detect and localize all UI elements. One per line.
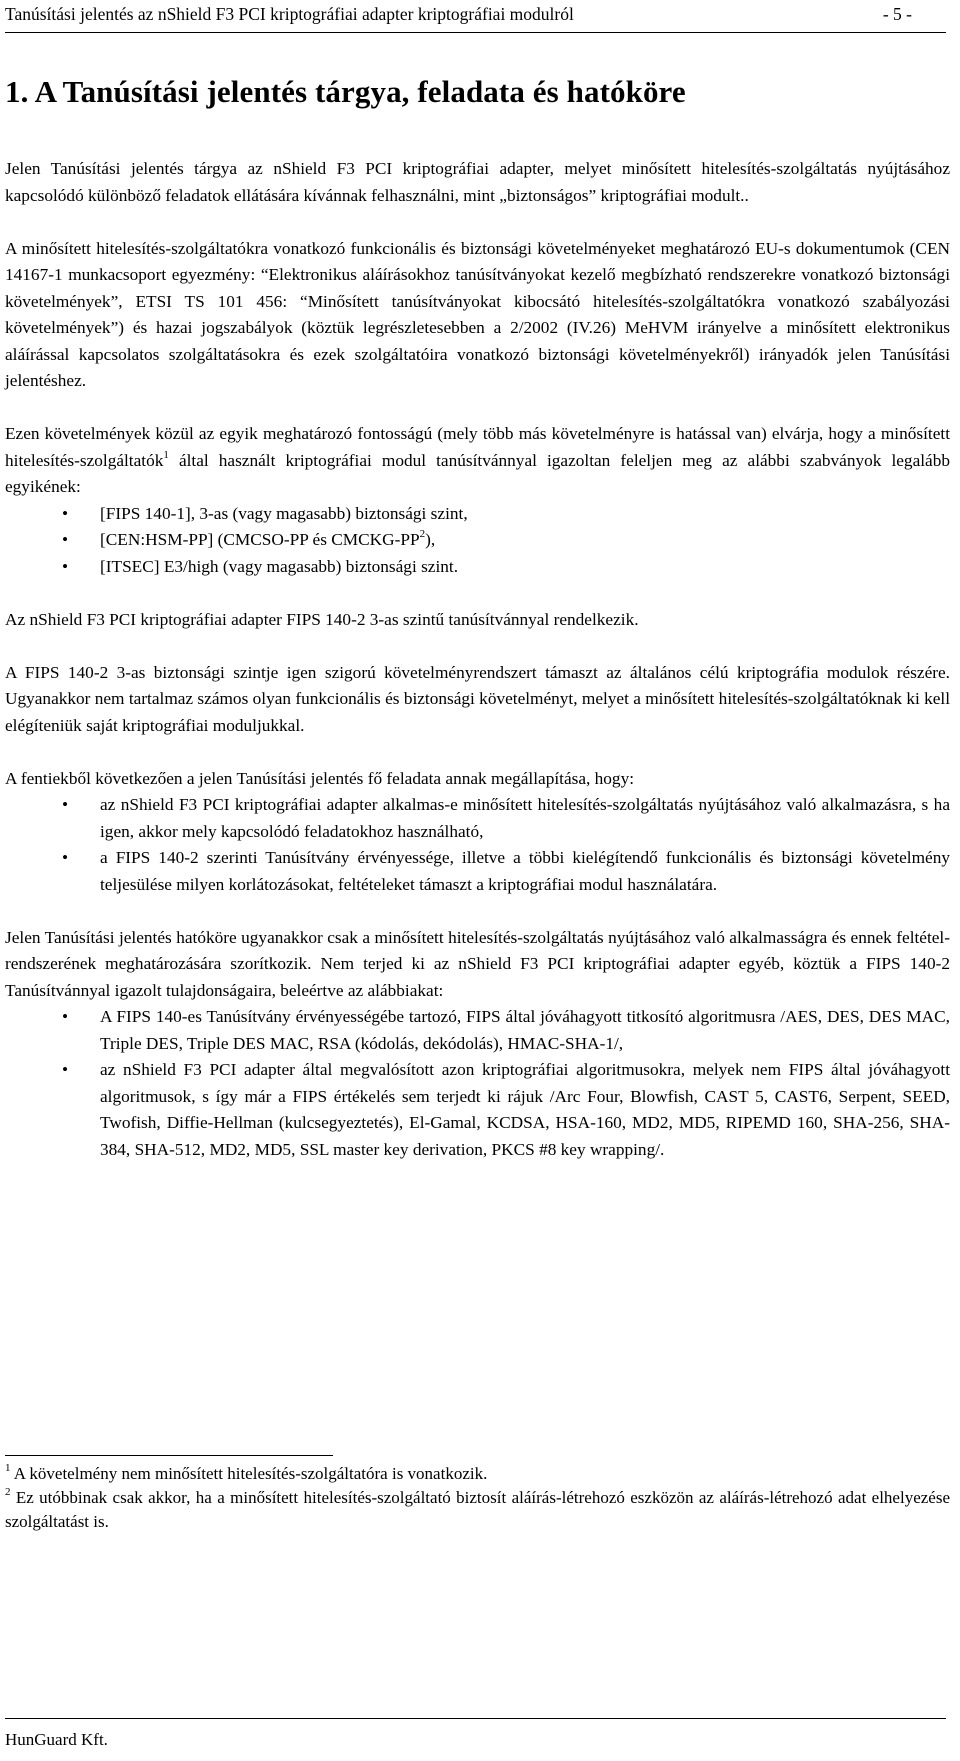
document-body (5, 156, 950, 1190)
footnote-number: 1 (5, 1462, 11, 1475)
bullet-icon: • (62, 556, 69, 576)
footnote-1 (5, 1462, 950, 1486)
footnote-text: Ez utóbbinak csak akkor, ha a minősített hitelesítés-szolgáltató biztosít aláírás-létrehozó eszközön az aláírás-létrehozó adat elhelyezése szolgáltatást is. (5, 1488, 950, 1531)
list-item-text: a FIPS 140-2 szerinti Tanúsítvány érvényessége, illetve a többi kielégítendő funkcionális és biztonsági követelmény teljesülése milyen korlátozásokat, feltételeket támaszt a kriptográfiai modul használatára. (100, 848, 950, 894)
list-item-text: az nShield F3 PCI adapter által megvalósított azon kriptográfiai algoritmusokra, melyek nem FIPS által jóváhagyott algoritmusok, s így már a FIPS értékelés sem terjedt ki rájuk /Arc Four, Blowfish, CAST 5, CAST6, Serpent, SEED, Twofish, Diffie-Hellman (kulcsegyeztetés), El-Gamal, KCDSA, HSA-160, MD2, MD5, RIPEMD 160, SHA-256, SHA-384, SHA-512, MD2, MD5, SSL master key derivation, PKCS #8 key wrapping/. (100, 1060, 950, 1159)
bullet-icon: • (62, 1007, 69, 1026)
paragraph-task: A fentiekből következően a jelen Tanúsítási jelentés fő feladata annak megállapítása, hogy: (5, 768, 635, 788)
bullet-icon: • (62, 530, 69, 549)
footnote-ref-2: 2 (419, 528, 426, 541)
running-header (5, 0, 946, 33)
paragraph-scope: Jelen Tanúsítási jelentés hatóköre ugyanakkor csak a minősített hitelesítés-szolgáltatás nyújtásához való alkalmasságra és ennek feltétel-rendszerének meghatározására szorítkozik. Nem terjed ki az nShield F3 PCI kriptográfiai adapter egyéb, köztük a FIPS 140-2 Tanúsítvánnyal igazolt tulajdonságaira, beleértve az alábbiakat: (5, 927, 950, 1000)
list-item-text: [FIPS 140-1], 3-as (vagy magasabb) biztonsági szint, (100, 503, 468, 523)
list-item (5, 845, 950, 898)
footnote-2 (5, 1486, 950, 1534)
bullet-icon: • (62, 848, 69, 867)
list-item-text: az nShield F3 PCI kriptográfiai adapter alkalmas-e minősített hitelesítés-szolgáltatás nyújtásához való alkalmazásra, s ha igen, akkor mely kapcsolódó feladatokhoz használható, (100, 795, 950, 841)
bullet-icon: • (62, 1060, 69, 1079)
list-item (5, 501, 950, 528)
standards-list (5, 501, 950, 581)
list-item (5, 1057, 950, 1163)
list-item (5, 792, 950, 845)
paragraph-standards-text: Ezen követelmények közül az egyik meghatározó fontosságú (mely több más követelményre is hatással van) elvárja, hogy a minősített hitelesítés-szolgáltatók (5, 424, 950, 470)
list-item (5, 527, 950, 554)
list-item-text-end: ), (425, 530, 436, 549)
list-item-text: [CEN:HSM-PP] (CMCSO-PP és CMCKG-PP (100, 530, 420, 549)
task-list (5, 792, 950, 898)
section-heading: 1. A Tanúsítási jelentés tárgya, feladata és hatóköre (5, 74, 686, 109)
bullet-icon: • (62, 795, 69, 814)
footer-company: HunGuard Kft. (5, 1730, 108, 1749)
paragraph-certificate: Az nShield F3 PCI kriptográfiai adapter FIPS 140-2 3-as szintű tanúsítvánnyal rendelkezik. (5, 609, 639, 629)
paragraph-requirements: A minősített hitelesítés-szolgáltatókra vonatkozó funkcionális és biztonsági követelményeket meghatározó EU-s dokumentumok (CEN 14167-1 munkacsoport egyezmény: “Elektronikus aláírásokhoz tanúsítványokat kezelő megbízható rendszerekre vonatkozó biztonsági követelmények”, ETSI TS 101 456: “Minősített tanúsítványokat kibocsátó hitelesítés-szolgáltatókra vonatkozó szabályozási követelmények”) és hazai jogszabályok (köztük legrészletesebben a 2/2002 (IV.26) MeHVM irányelve a minősített elektronikus aláírással kapcsolatos szolgáltatásokra és ezek szolgáltatóira vonatkozó biztonsági követelményekről) irányadók jelen Tanúsítási jelentéshez. (5, 238, 950, 390)
list-item (5, 554, 950, 581)
footnote-separator (5, 1455, 333, 1456)
footnote-ref-1: 1 (163, 448, 169, 461)
header-title: Tanúsítási jelentés az nShield F3 PCI kriptográfiai adapter kriptográfiai modulról (5, 4, 574, 24)
paragraph-fips-level: A FIPS 140-2 3-as biztonsági szintje igen szigorú követelményrendszert támaszt az általános célú kriptográfia modulok részére. Ugyanakkor nem tartalmaz számos olyan funkcionális és biztonsági követelményt, melyet a minősített hitelesítés-szolgáltatóknak ki kell elégíteniük saját kriptográfiai moduljukkal. (5, 662, 950, 735)
paragraph-standards-text-end: által használt kriptográfiai modul tanúsítvánnyal igazoltan feleljen meg az alábbi szabványok legalább egyikének: (5, 450, 950, 496)
footnote-text: A követelmény nem minősített hitelesítés-szolgáltatóra is vonatkozik. (10, 1464, 488, 1483)
footnote-number: 2 (5, 1486, 11, 1499)
scope-exclusion-list (5, 1004, 950, 1163)
list-item-text: [ITSEC] E3/high (vagy magasabb) biztonsági szint. (100, 556, 459, 576)
page-number: - 5 - (882, 4, 912, 24)
paragraph-subject: Jelen Tanúsítási jelentés tárgya az nShield F3 PCI kriptográfiai adapter, melyet minősített hitelesítés-szolgáltatás nyújtásához kapcsolódó különböző feladatok ellátására kívánnak felhasználni, mint „biztonságos” kriptográfiai modult.. (5, 159, 950, 205)
list-item-text: A FIPS 140-es Tanúsítvány érvényességébe tartozó, FIPS által jóváhagyott titkosító algoritmusra /AES, DES, DES MAC, Triple DES, Triple DES MAC, RSA (kódolás, dekódolás), HMAC-SHA-1/, (100, 1007, 950, 1053)
footer-separator (5, 1718, 946, 1719)
bullet-icon: • (62, 503, 69, 523)
list-item (5, 1004, 950, 1057)
paragraph-standards (5, 421, 950, 501)
